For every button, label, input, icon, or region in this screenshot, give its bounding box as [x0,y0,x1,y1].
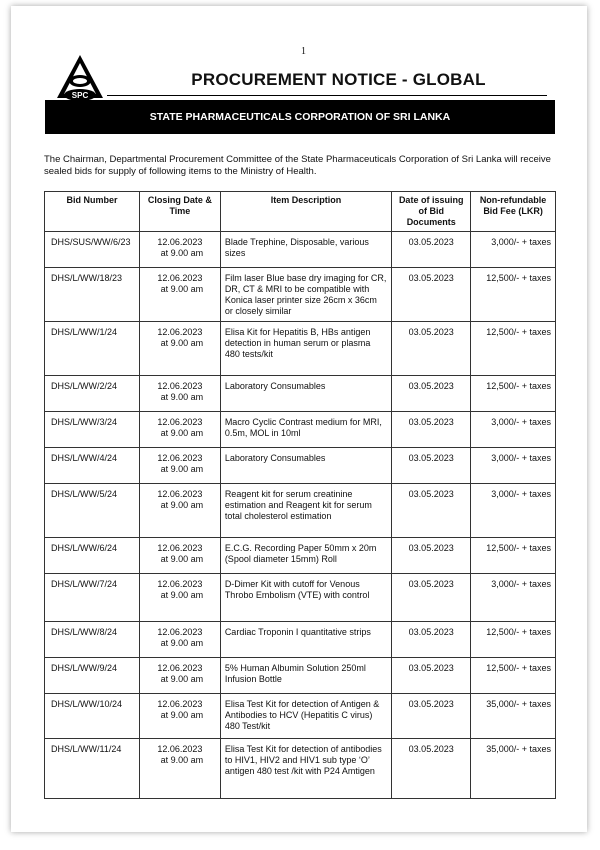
item-description-text: E.C.G. Recording Paper 50mm x 20m (Spool diameter 15mm) Roll [224,543,377,564]
bid-fee-text: 35,000/- + taxes [486,744,551,754]
closing-date-text: 12.06.2023 [157,489,203,499]
issue-date-cell [392,739,471,799]
header-closing-date: Closing Date & Time [139,192,220,232]
table-row [45,658,556,694]
bid-number-text: DHS/L/WW/9/24 [51,663,118,673]
closing-date-cell [139,694,220,739]
item-description-cell [220,376,391,412]
issue-date-cell [392,538,471,574]
issue-date-cell [392,694,471,739]
title-underline [107,95,547,96]
bid-number-cell [45,484,140,538]
closing-date-cell [139,448,220,484]
bid-number-cell [45,322,140,376]
closing-date-text: at 9.00 am [160,638,204,648]
item-description-cell [220,658,391,694]
bid-number-text: DHS/L/WW/5/24 [51,489,118,499]
issue-date-text: 03.05.2023 [408,381,454,391]
bid-number-text: DHS/L/WW/7/24 [51,579,118,589]
bid-fee-cell [471,322,556,376]
issue-date-cell [392,448,471,484]
item-description-text: Reagent kit for serum creatinine estimation and Reagent kit for serum total cholesterol estimation [224,489,372,521]
bid-fee-cell [471,232,556,268]
closing-date-cell [139,412,220,448]
item-description-cell [220,322,391,376]
closing-date-text: at 9.00 am [160,338,204,348]
closing-date-text: at 9.00 am [160,428,204,438]
bid-fee-text: 12,500/- + taxes [486,627,551,637]
item-description-cell [220,739,391,799]
table-body [45,232,556,799]
item-description-cell [220,448,391,484]
bids-table [44,191,556,799]
table-row [45,574,556,622]
bid-number-text: DHS/L/WW/11/24 [51,744,122,754]
closing-date-text: 12.06.2023 [157,543,203,553]
bid-fee-cell [471,268,556,322]
closing-date-cell [139,622,220,658]
bid-number-text: DHS/L/WW/2/24 [51,381,118,391]
bid-number-cell [45,694,140,739]
bid-fee-text: 3,000/- + taxes [491,453,551,463]
closing-date-text: 12.06.2023 [157,273,203,283]
closing-date-text: 12.06.2023 [157,381,203,391]
organization-banner [45,100,555,134]
table-row [45,448,556,484]
bid-number-cell [45,658,140,694]
item-description-text: D-Dimer Kit with cutoff for Venous Throbo Embolism (VTE) with control [224,579,370,600]
item-description-text: 5% Human Albumin Solution 250ml Infusion Bottle [224,663,366,684]
closing-date-text: at 9.00 am [160,590,204,600]
bid-number-cell [45,232,140,268]
closing-date-text: at 9.00 am [160,554,204,564]
bid-number-text: DHS/L/WW/1/24 [51,327,118,337]
bid-number-text: DHS/SUS/WW/6/23 [51,237,131,247]
closing-date-text: 12.06.2023 [157,699,203,709]
closing-date-text: at 9.00 am [160,710,204,720]
bid-number-cell [45,268,140,322]
closing-date-cell [139,268,220,322]
issue-date-cell [392,232,471,268]
table-row [45,376,556,412]
bid-fee-text: 12,500/- + taxes [486,543,551,553]
closing-date-text: at 9.00 am [160,248,204,258]
issue-date-text: 03.05.2023 [408,327,454,337]
bid-fee-cell [471,448,556,484]
bid-number-cell [45,412,140,448]
issue-date-cell [392,376,471,412]
bid-fee-cell [471,739,556,799]
issue-date-text: 03.05.2023 [408,237,454,247]
table-row [45,412,556,448]
table-header-row [45,192,556,232]
table-row [45,739,556,799]
issue-date-cell [392,658,471,694]
item-description-text: Blade Trephine, Disposable, various sizes [224,237,369,258]
bid-number-cell [45,622,140,658]
closing-date-cell [139,658,220,694]
header-bid-fee: Non-refundable Bid Fee (LKR) [471,192,556,232]
bid-fee-cell [471,484,556,538]
table-row [45,322,556,376]
table-row [45,484,556,538]
bid-fee-cell [471,622,556,658]
bid-fee-text: 3,000/- + taxes [491,417,551,427]
item-description-text: Elisa Kit for Hepatitis B, HBs antigen detection in human serum or plasma 480 tests/kit [224,327,371,359]
bid-fee-text: 3,000/- + taxes [491,237,551,247]
bid-number-cell [45,538,140,574]
closing-date-text: 12.06.2023 [157,417,203,427]
bid-number-text: DHS/L/WW/8/24 [51,627,118,637]
closing-date-cell [139,232,220,268]
issue-date-text: 03.05.2023 [408,273,454,283]
closing-date-text: at 9.00 am [160,392,204,402]
table-row [45,694,556,739]
bid-fee-text: 12,500/- + taxes [486,327,551,337]
table-row [45,232,556,268]
issue-date-cell [392,622,471,658]
bid-number-text: DHS/L/WW/10/24 [51,699,123,709]
bid-number-cell [45,448,140,484]
bid-number-cell [45,739,140,799]
bid-fee-text: 3,000/- + taxes [491,579,551,589]
intro-paragraph: The Chairman, Departmental Procurement Committee of the State Pharmaceuticals Corporation of Sri Lanka will receive sealed bids for supply of following items to the Ministry of Health. [44,154,551,177]
closing-date-cell [139,538,220,574]
bid-fee-cell [471,574,556,622]
closing-date-text: at 9.00 am [160,500,204,510]
item-description-cell [220,538,391,574]
closing-date-cell [139,574,220,622]
bid-fee-cell [471,376,556,412]
document-page [11,6,587,832]
closing-date-text: at 9.00 am [160,674,204,684]
organization-name: STATE PHARMACEUTICALS CORPORATION OF SRI LANKA [149,111,451,123]
closing-date-cell [139,484,220,538]
item-description-cell [220,232,391,268]
closing-date-cell [139,739,220,799]
bid-number-text: DHS/L/WW/3/24 [51,417,118,427]
issue-date-text: 03.05.2023 [408,699,454,709]
issue-date-text: 03.05.2023 [408,579,454,589]
page-title: PROCUREMENT NOTICE - GLOBAL [191,70,486,89]
bid-number-text: DHS/L/WW/18/23 [51,273,123,283]
item-description-cell [220,622,391,658]
item-description-text: Laboratory Consumables [224,453,326,463]
header-item-description: Item Description [220,192,391,232]
closing-date-text: at 9.00 am [160,755,204,765]
closing-date-text: 12.06.2023 [157,627,203,637]
issue-date-text: 03.05.2023 [408,453,454,463]
spc-logo-icon [56,54,104,102]
issue-date-cell [392,574,471,622]
bid-fee-text: 12,500/- + taxes [486,663,551,673]
bid-number-cell [45,574,140,622]
logo-text: SPC [71,91,89,100]
closing-date-text: 12.06.2023 [157,579,203,589]
issue-date-text: 03.05.2023 [408,543,454,553]
closing-date-text: at 9.00 am [160,284,204,294]
issue-date-text: 03.05.2023 [408,627,454,637]
bid-fee-text: 12,500/- + taxes [486,273,551,283]
header-bid-number: Bid Number [45,192,140,232]
item-description-text: Macro Cyclic Contrast medium for MRI, 0.5m, MOL in 10ml [224,417,382,438]
issue-date-cell [392,484,471,538]
item-description-cell [220,694,391,739]
closing-date-text: 12.06.2023 [157,663,203,673]
item-description-text: Elisa Test Kit for detection of antibodies to HIV1, HIV2 and HIV1 sub type ‘O’ antigen 480 test /kit with P24 Amtigen [224,744,382,776]
closing-date-text: 12.06.2023 [157,237,203,247]
item-description-cell [220,484,391,538]
closing-date-text: 12.06.2023 [157,327,203,337]
closing-date-text: at 9.00 am [160,464,204,474]
page-number: 1 [301,46,306,57]
bid-fee-cell [471,658,556,694]
table-row [45,622,556,658]
bid-fee-text: 35,000/- + taxes [486,699,551,709]
issue-date-cell [392,268,471,322]
issue-date-cell [392,412,471,448]
item-description-text: Laboratory Consumables [224,381,326,391]
bid-fee-text: 3,000/- + taxes [491,489,551,499]
item-description-text: Elisa Test Kit for detection of Antigen & Antibodies to HCV (Hepatitis C virus) 480 Test/kit [224,699,380,731]
issue-date-text: 03.05.2023 [408,489,454,499]
header-issue-date: Date of issuing of Bid Documents [392,192,471,232]
issue-date-text: 03.05.2023 [408,417,454,427]
item-description-cell [220,412,391,448]
issue-date-text: 03.05.2023 [408,663,454,673]
issue-date-text: 03.05.2023 [408,744,454,754]
bid-fee-cell [471,412,556,448]
item-description-text: Film laser Blue base dry imaging for CR, DR, CT & MRI to be compatible with Konica laser printer size 26cm x 36cm or closely similar [224,273,387,316]
closing-date-cell [139,376,220,412]
closing-date-text: 12.06.2023 [157,744,203,754]
issue-date-cell [392,322,471,376]
bid-fee-cell [471,538,556,574]
bid-number-text: DHS/L/WW/6/24 [51,543,118,553]
bid-number-cell [45,376,140,412]
closing-date-cell [139,322,220,376]
table-row [45,538,556,574]
closing-date-text: 12.06.2023 [157,453,203,463]
item-description-cell [220,268,391,322]
bid-number-text: DHS/L/WW/4/24 [51,453,118,463]
bid-fee-cell [471,694,556,739]
bid-fee-text: 12,500/- + taxes [486,381,551,391]
item-description-text: Cardiac Troponin I quantitative strips [224,627,371,637]
item-description-cell [220,574,391,622]
table-row [45,268,556,322]
